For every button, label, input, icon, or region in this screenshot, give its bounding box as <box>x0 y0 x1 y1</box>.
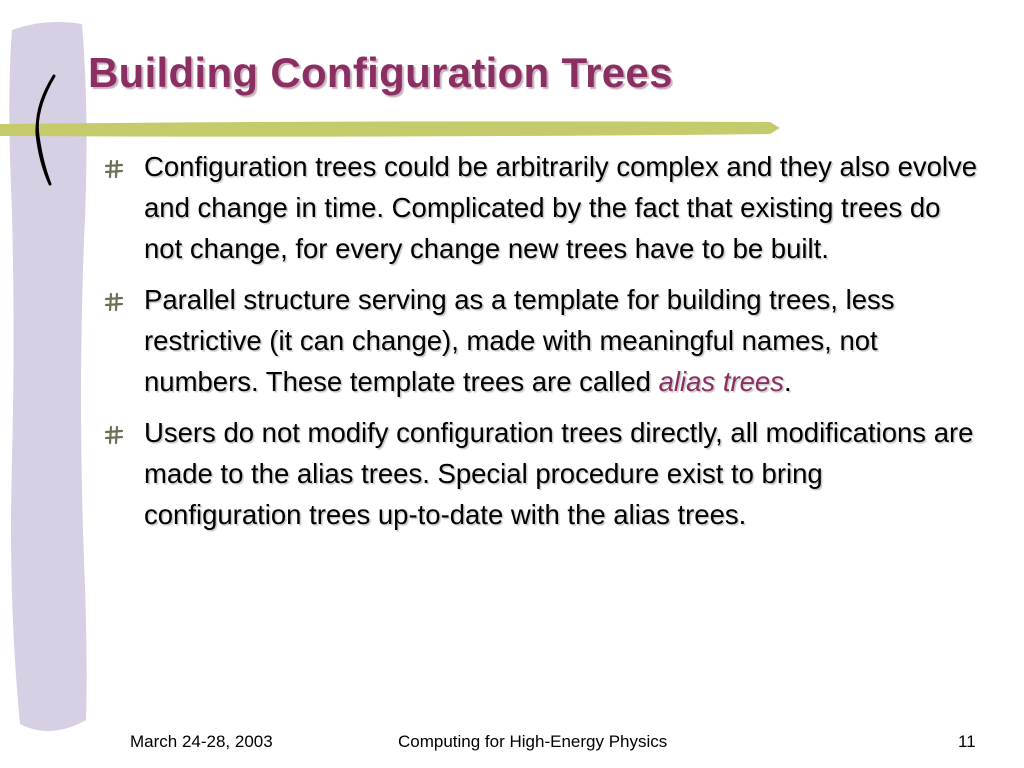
footer-page-number: 11 <box>958 732 976 751</box>
hash-bullet-icon <box>104 425 124 445</box>
bullet-text: Parallel structure serving as a template for building trees, less restrictive (it can change), made with meaningful names, not numbers. These template trees are called <box>144 284 895 397</box>
alias-trees-emphasis: alias trees <box>658 366 784 397</box>
bullet-item <box>104 146 984 269</box>
bullet-text-end: . <box>783 366 792 397</box>
bullet-text: Configuration trees could be arbitrarily complex and they also evolve and change in time. Complicated by the fact that existing trees do not change, for every change new trees have to be built. <box>144 151 978 264</box>
bullet-text: Users do not modify configuration trees directly, all modifications are made to the alias trees. Special procedure exist to bring configuration trees up-to-date with the alias trees. <box>144 417 974 530</box>
bracket-ornament <box>28 72 68 188</box>
title-underline-rule <box>0 116 790 146</box>
bullet-item <box>104 412 984 535</box>
hash-bullet-icon <box>104 159 124 179</box>
footer-event-name: Computing for High-Energy Physics <box>398 732 668 751</box>
bullet-item <box>104 279 984 402</box>
slide-title: Building Configuration Trees <box>88 49 673 96</box>
bullet-list <box>104 146 984 545</box>
footer-date: March 24-28, 2003 <box>130 732 273 751</box>
hash-bullet-icon <box>104 292 124 312</box>
